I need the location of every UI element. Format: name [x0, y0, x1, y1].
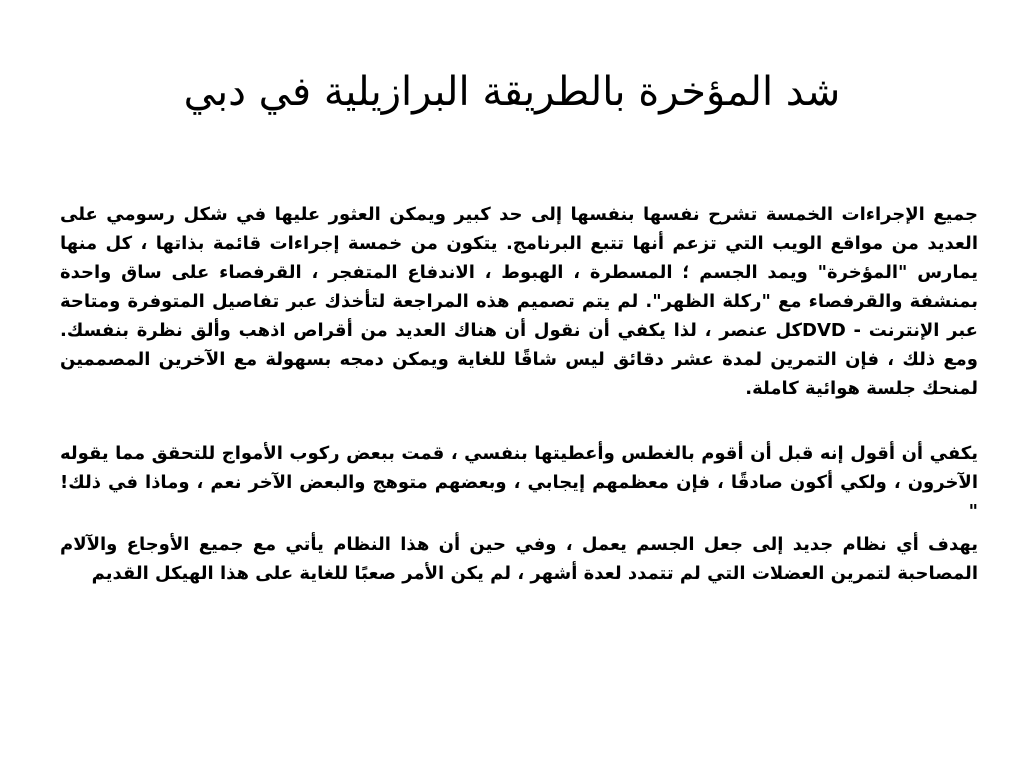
paragraph-3: يهدف أي نظام جديد إلى جعل الجسم يعمل ، وفي حين أن هذا النظام يأتي مع جميع الأوجاع والآلام المصاحبة لتمرين العضلات التي لم تتمدد لعدة أشهر ، لم يكن الأمر صعبًا للغاية على هذا الهيكل القديم	[60, 534, 978, 584]
slide-body	[60, 200, 978, 588]
paragraph-2: يكفي أن أقول إنه قبل أن أقوم بالغطس وأعطيتها بنفسي ، قمت ببعض ركوب الأمواج للتحقق مما يقوله الآخرون ، ولكي أكون صادقًا ، فإن معظمهم إيجابي ، وبعضهم متوهج والبعض الآخر نعم ، وماذا في ذلك! "	[60, 443, 978, 522]
paragraph-1: جميع الإجراءات الخمسة تشرح نفسها بنفسها إلى حد كبير ويمكن العثور عليها في شكل رسومي على العديد من مواقع الويب التي تزعم أنها تتبع البرنامج. يتكون من خمسة إجراءات قائمة بذاتها ، كل منها يمارس "المؤخرة" ويمد الجسم ؛ المسطرة ، الهبوط ، الاندفاع المتفجر ، القرفصاء على ساق واحدة بمنشفة والقرفصاء مع "ركلة الظهر". لم يتم تصميم هذه المراجعة لتأخذك عبر تفاصيل المتوفرة ومتاحة عبر الإنترنت - DVDكل عنصر ، لذا يكفي أن نقول أن هناك العديد من أقراص اذهب وألق نظرة بنفسك. ومع ذلك ، فإن التمرين لمدة عشر دقائق ليس شاقًا للغاية ويمكن دمجه بسهولة مع الآخرين المصممين لمنحك جلسة هوائية كاملة.	[60, 204, 978, 399]
slide-title: شد المؤخرة بالطريقة البرازيلية في دبي	[183, 69, 841, 115]
